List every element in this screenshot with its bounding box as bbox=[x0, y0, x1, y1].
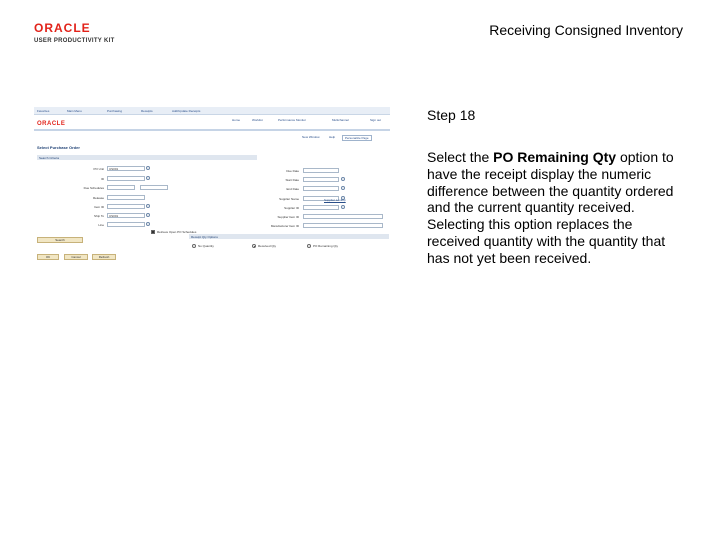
util-help: Help bbox=[329, 135, 336, 139]
application-screenshot bbox=[34, 107, 390, 267]
field-input: US001 bbox=[107, 166, 145, 171]
retrieve-checkbox bbox=[151, 230, 155, 234]
instruction-after: option to have the receipt display the numeric difference between the quantity ordered and the current quantity received. Selecting this option replaces the received quantity with the quantity that has not yet been received. bbox=[427, 149, 674, 266]
field-input bbox=[303, 205, 339, 210]
field-input bbox=[107, 204, 145, 209]
field-label: End Date bbox=[286, 187, 299, 191]
menu-worklist: Worklist bbox=[252, 118, 263, 122]
field-input bbox=[107, 222, 145, 227]
oracle-upk-logo bbox=[34, 22, 126, 48]
field-input bbox=[107, 195, 145, 200]
field-input bbox=[303, 214, 383, 219]
lookup-icon bbox=[341, 205, 345, 209]
field-input bbox=[107, 185, 135, 190]
field-input bbox=[303, 223, 383, 228]
util-personalize: Personalize Page bbox=[342, 135, 372, 141]
radio-received-qty bbox=[252, 244, 256, 248]
radio-label: No Quantity bbox=[198, 244, 214, 248]
nav-item: Add/Update Receipts bbox=[172, 109, 201, 113]
lookup-icon bbox=[146, 213, 150, 217]
field-label: PO Unit bbox=[93, 167, 104, 171]
logo-product: USER PRODUCTIVITY KIT bbox=[34, 38, 115, 44]
field-label: Due Schedules bbox=[83, 186, 104, 190]
receipt-qty-options-header bbox=[189, 234, 389, 239]
ok-button: OK bbox=[37, 254, 59, 260]
refresh-button: Refresh bbox=[92, 254, 116, 260]
lookup-icon bbox=[146, 222, 150, 226]
field-label: Line bbox=[98, 223, 104, 227]
field-label: Release bbox=[92, 196, 104, 200]
lookup-icon bbox=[146, 204, 150, 208]
screenshot-page-title: Select Purchase Order bbox=[37, 145, 80, 150]
header-divider bbox=[34, 129, 390, 131]
search-criteria-label: Search Criteria bbox=[39, 156, 60, 160]
field-label: Ship To bbox=[94, 214, 104, 218]
retrieve-label: Retrieve Open PO Schedules bbox=[157, 230, 197, 234]
radio-po-remaining-qty bbox=[307, 244, 311, 248]
search-criteria-header bbox=[37, 155, 257, 160]
oracle-logo-small: ORACLE bbox=[37, 121, 66, 127]
field-input bbox=[107, 176, 145, 181]
breadcrumb bbox=[34, 107, 390, 115]
radio-no-quantity bbox=[192, 244, 196, 248]
step-number: Step 18 bbox=[427, 107, 476, 123]
field-label: Manufacturer Item ID bbox=[270, 224, 299, 228]
step-instruction bbox=[427, 149, 689, 267]
cancel-button: Cancel bbox=[64, 254, 88, 260]
field-label: ID bbox=[101, 177, 104, 181]
field-label: Due Date bbox=[286, 169, 299, 173]
field-label: Supplier Item ID bbox=[277, 215, 299, 219]
nav-item: Main Menu bbox=[67, 109, 82, 113]
logo-brand: ORACLE bbox=[34, 21, 91, 35]
search-button: Search bbox=[37, 237, 83, 243]
nav-item: Receipts bbox=[141, 109, 153, 113]
instruction-bold: PO Remaining Qty bbox=[493, 149, 617, 165]
supplier-lookup-link: Supplier Lookup bbox=[324, 198, 346, 202]
field-label: Start Date bbox=[285, 178, 299, 182]
util-new-window: New Window bbox=[302, 135, 320, 139]
lookup-icon bbox=[146, 166, 150, 170]
instruction-before: Select the bbox=[427, 149, 494, 165]
radio-label: PO Remaining Qty bbox=[313, 244, 339, 248]
field-input bbox=[140, 185, 168, 190]
calendar-icon bbox=[341, 177, 345, 181]
menu-performance: Performance Monitor bbox=[278, 118, 307, 122]
field-input bbox=[303, 186, 339, 191]
field-label: Supplier Name bbox=[279, 197, 299, 201]
field-label: Supplier ID bbox=[284, 206, 299, 210]
page-title: Receiving Consigned Inventory bbox=[489, 22, 683, 38]
menu-signout: Sign out bbox=[370, 118, 382, 122]
nav-item: Favorites bbox=[37, 109, 50, 113]
menu-home: Home bbox=[232, 118, 241, 122]
field-label: Item ID bbox=[94, 205, 104, 209]
receipt-qty-options-label: Receipt Qty Options bbox=[191, 235, 218, 239]
nav-item: Purchasing bbox=[107, 109, 123, 113]
field-input bbox=[303, 177, 339, 182]
field-input: US001 bbox=[107, 213, 145, 218]
lookup-icon bbox=[146, 176, 150, 180]
menu-multichannel: Multichannel bbox=[332, 118, 349, 122]
radio-label: Received Qty bbox=[258, 244, 277, 248]
field-input bbox=[303, 168, 339, 173]
calendar-icon bbox=[341, 186, 345, 190]
